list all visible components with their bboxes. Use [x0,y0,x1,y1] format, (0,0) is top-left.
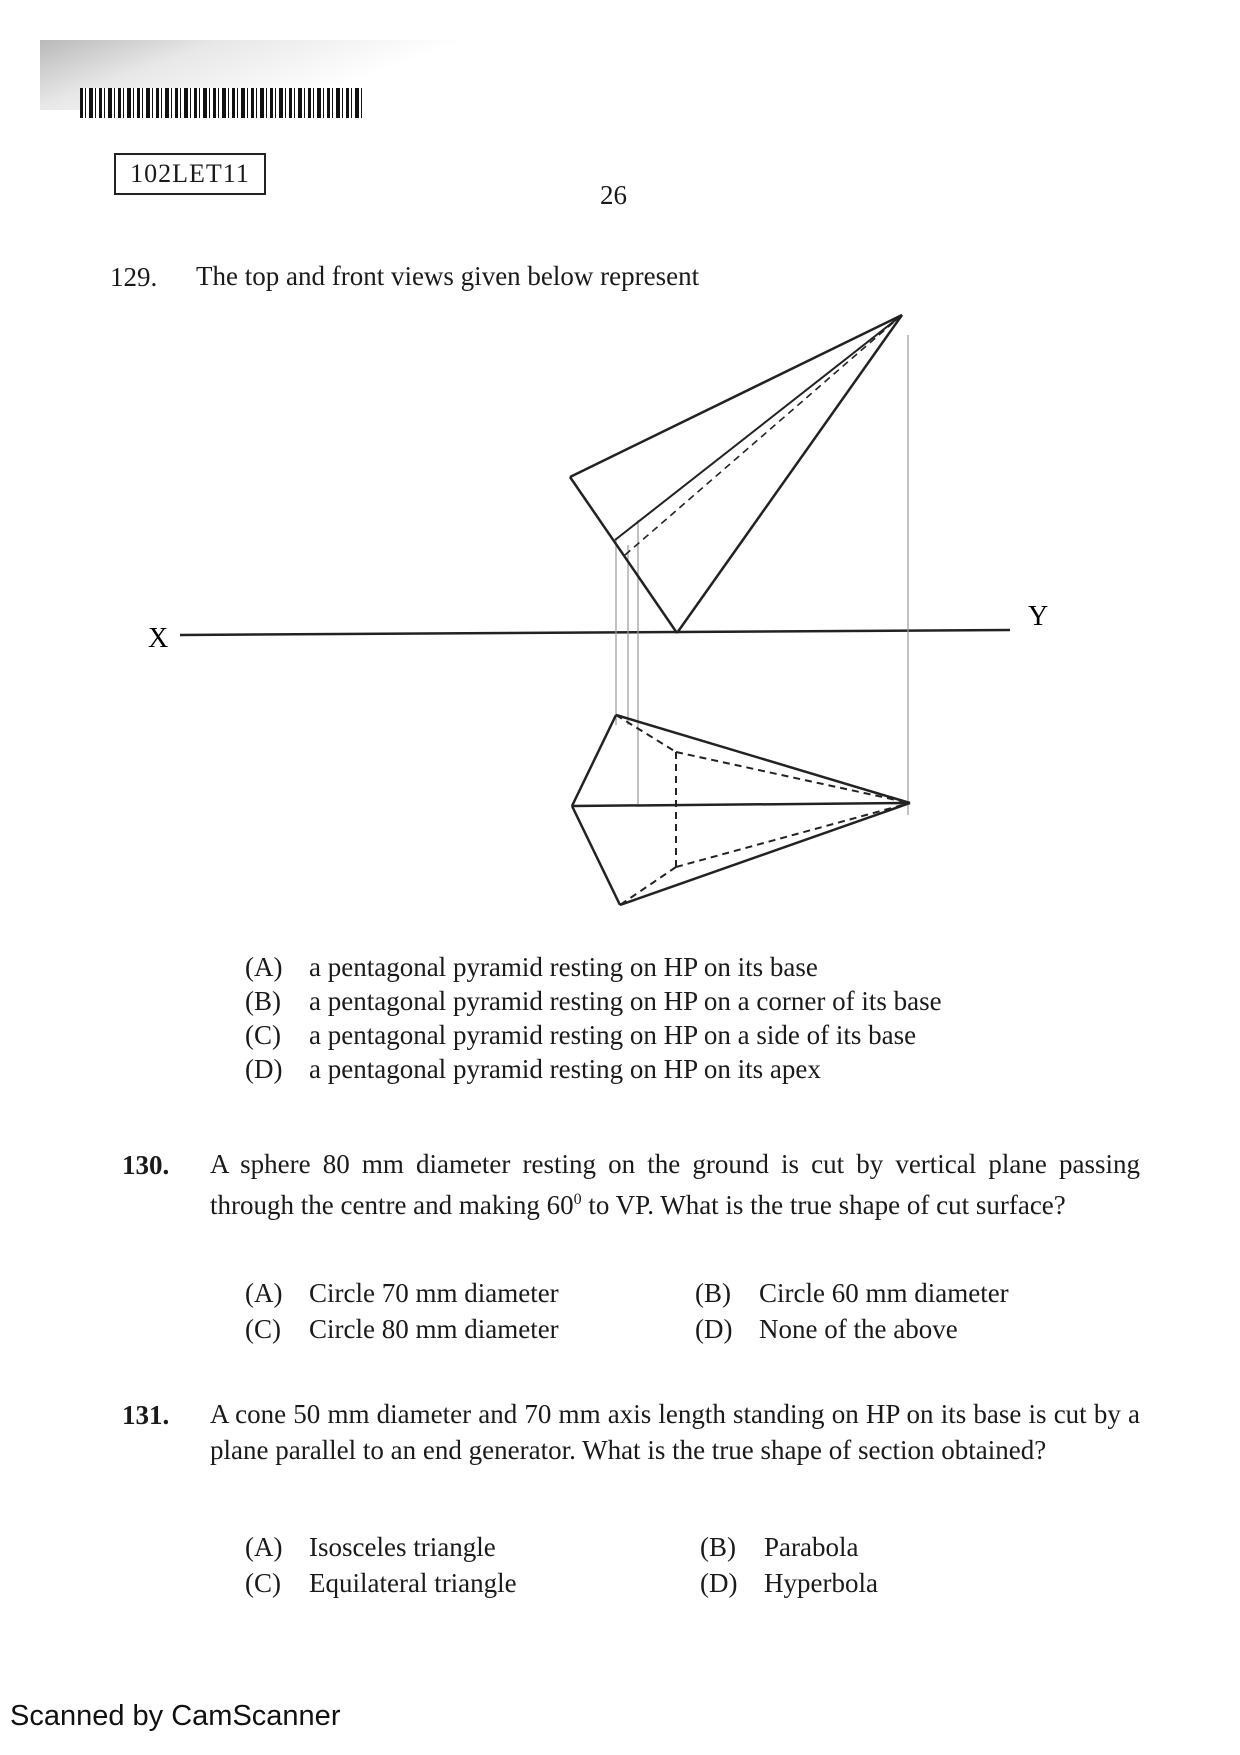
question-129-text: The top and front views given below represent [196,261,700,291]
option-131-a[interactable]: (A) Isosceles triangle [245,1532,496,1562]
option-130-a[interactable]: (A) Circle 70 mm diameter [245,1278,559,1308]
option-131-d[interactable]: (D) Hyperbola [700,1568,878,1598]
orthographic-views-diagram [130,295,1090,935]
booklet-code: 102LET11 [114,153,266,195]
option-130-c[interactable]: (C) Circle 80 mm diameter [245,1314,559,1344]
question-131-text: A cone 50 mm diameter and 70 mm axis length standing on HP on its base is cut by a plane parallel to an end generator. What is the true shape of section obtained? [210,1399,1140,1465]
xy-reference-line [180,630,1010,635]
option-129-c[interactable]: (C) a pentagonal pyramid resting on HP on a side of its base [245,1020,917,1050]
degree-superscript: 0 [573,1191,582,1208]
option-129-b[interactable]: (B) a pentagonal pyramid resting on HP on a corner of its base [245,986,942,1016]
top-view [572,715,910,905]
option-131-b[interactable]: (B) Parabola [700,1532,859,1562]
option-129-a[interactable]: (A) a pentagonal pyramid resting on HP on its base [245,952,818,982]
question-130-text: A sphere 80 mm diameter resting on the ground is cut by vertical plane passing through the centre and making $60^0$ to VP. What is the true shape of cut surface? [210,1149,1140,1220]
option-131-c[interactable]: (C) Equilateral triangle [245,1568,517,1598]
option-130-d[interactable]: (D) None of the above [695,1314,958,1344]
front-view [570,315,902,633]
y-label: Y [1028,601,1049,632]
page-number: 26 [600,180,627,210]
question-131-number: 131. [122,1400,170,1430]
question-130-number: 130. [122,1150,170,1180]
option-130-b[interactable]: (B) Circle 60 mm diameter [695,1278,1009,1308]
scanner-watermark: Scanned by CamScanner [10,1700,341,1732]
option-129-d[interactable]: (D) a pentagonal pyramid resting on HP on its apex [245,1054,821,1084]
barcode [80,88,365,118]
x-label: X [148,623,169,654]
question-129-number: 129. [110,262,158,292]
